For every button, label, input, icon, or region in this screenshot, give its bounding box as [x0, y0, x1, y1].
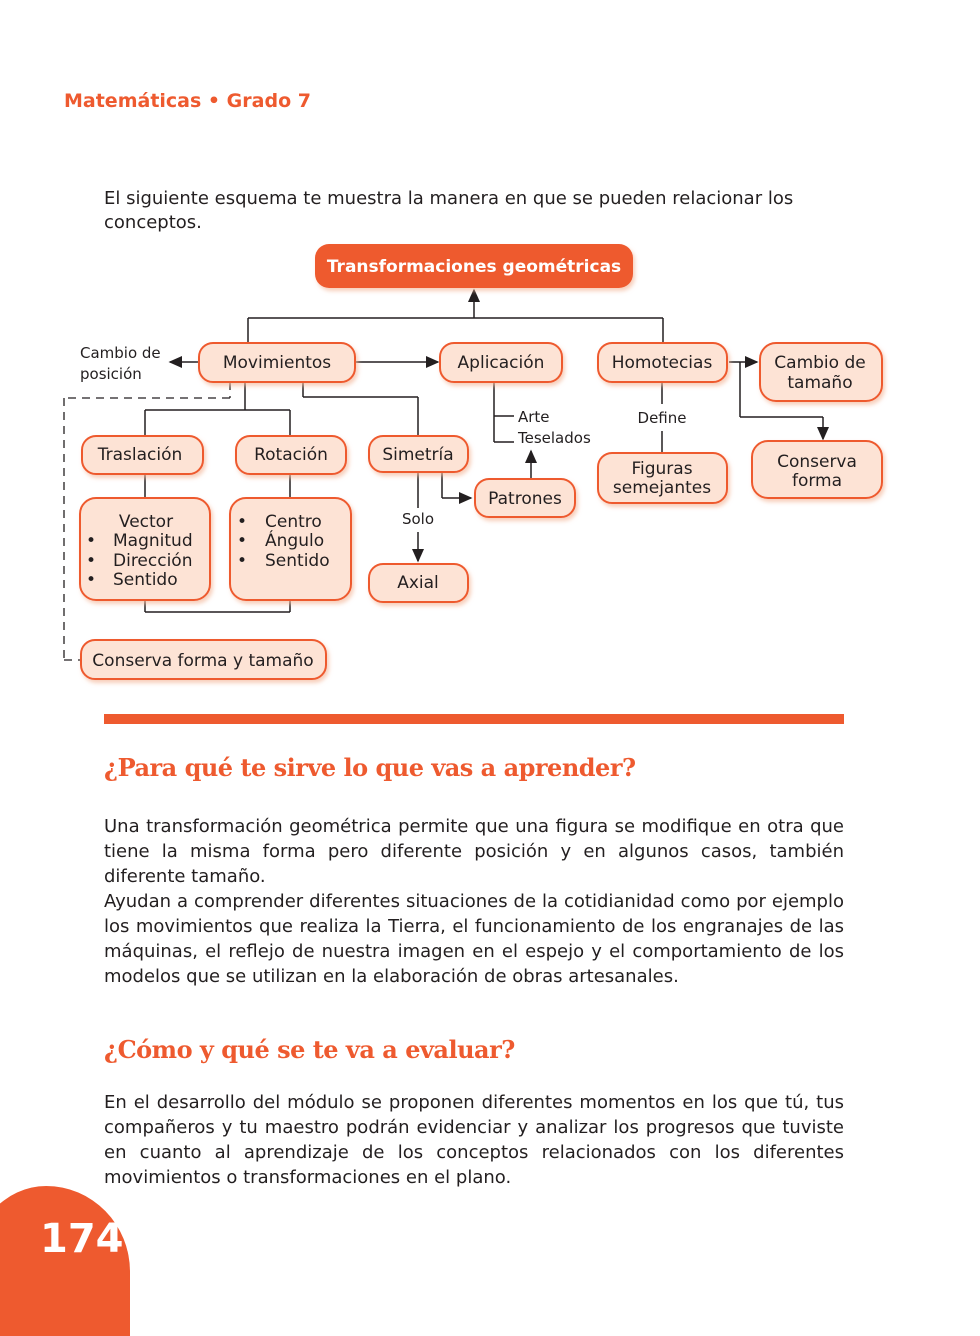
svg-text:Movimientos: Movimientos — [222, 353, 332, 373]
svg-text:Centro: Centro — [265, 512, 322, 532]
svg-text:•: • — [237, 531, 248, 551]
section-divider — [104, 714, 844, 724]
svg-text:Sentido: Sentido — [113, 570, 178, 590]
node-figuras-semejantes — [598, 453, 727, 503]
node-conserva-forma-tamano — [81, 640, 326, 679]
node-root-label: Transformaciones geométricas — [326, 257, 622, 277]
svg-text:Cambio de: Cambio de — [774, 353, 866, 373]
node-rotacion — [236, 436, 346, 474]
page-number: 174 — [40, 1216, 124, 1262]
label-solo: Solo — [401, 510, 435, 528]
section1-paragraph-1: Una transformación geométrica permite que una figura se modifique en otra que tiene la misma forma pero diferente posición y en algunos casos, también diferente tamaño. — [104, 816, 844, 887]
node-simetria — [369, 436, 468, 472]
svg-text:tamaño: tamaño — [787, 373, 853, 393]
intro-text: El siguiente esquema te muestra la manera en que se pueden relacionar los conceptos. — [104, 188, 794, 233]
svg-text:•: • — [237, 512, 248, 532]
svg-text:Conserva: Conserva — [777, 452, 857, 472]
label-define: Define — [637, 409, 687, 427]
section2-heading: ¿Cómo y qué se te va a evaluar? — [104, 1035, 515, 1064]
label-cambio-de: Cambio de — [80, 344, 161, 362]
svg-text:Figuras: Figuras — [631, 459, 693, 479]
node-movimientos — [199, 343, 355, 382]
svg-text:•: • — [86, 551, 97, 571]
svg-text:Simetría: Simetría — [382, 445, 454, 465]
svg-text:Aplicación: Aplicación — [457, 353, 545, 373]
node-cambio-tamano — [760, 343, 882, 401]
svg-text:Rotación: Rotación — [254, 445, 328, 465]
svg-text:•: • — [86, 570, 97, 590]
section1-heading: ¿Para qué te sirve lo que vas a aprender? — [104, 753, 636, 782]
svg-text:Sentido: Sentido — [265, 551, 330, 571]
svg-text:Traslación: Traslación — [97, 445, 183, 465]
svg-text:Axial: Axial — [397, 573, 439, 593]
section2-paragraph-1: En el desarrollo del módulo se proponen diferentes momentos en los que tú, tus compañeros y tu maestro podrán evidenciar y analizar los progresos que tuviste en cuanto al aprendizaje de los conceptos relacionados con los diferentes movimientos o transformaciones en el plano. — [104, 1092, 844, 1188]
svg-text:•: • — [86, 531, 97, 551]
label-arte: Arte — [518, 408, 550, 426]
label-posicion: posición — [80, 365, 142, 383]
node-axial — [369, 564, 468, 602]
node-conserva-forma — [752, 441, 882, 498]
running-header: Matemáticas • Grado 7 — [64, 90, 311, 112]
label-teselados: Teselados — [518, 429, 591, 447]
node-centro — [230, 498, 351, 600]
svg-text:Dirección: Dirección — [113, 551, 193, 571]
svg-text:Ángulo: Ángulo — [265, 531, 325, 551]
svg-text:•: • — [237, 551, 248, 571]
node-traslacion — [82, 436, 203, 474]
svg-text:Patrones: Patrones — [488, 489, 562, 509]
svg-text:Homotecias: Homotecias — [611, 353, 713, 373]
svg-text:semejantes: semejantes — [612, 478, 712, 498]
section1-paragraph-2: Ayudan a comprender diferentes situaciones de la cotidianidad como por ejemplo los movimientos que realiza la Tierra, el funcionamiento de los engranajes de las máquinas, el reflejo de nuestra imagen en el espejo y el comportamiento de los modelos que se utilizan en la elaboración de obras artesanales. — [104, 891, 844, 987]
node-aplicacion — [440, 343, 562, 382]
svg-text:forma: forma — [791, 471, 843, 491]
svg-text:Vector: Vector — [118, 512, 174, 532]
node-patrones — [475, 479, 575, 517]
node-vector — [80, 498, 210, 600]
node-homotecias — [598, 343, 727, 382]
svg-text:Conserva forma y tamaño: Conserva forma y tamaño — [92, 651, 314, 671]
node-root — [315, 244, 633, 288]
svg-text:Magnitud: Magnitud — [113, 531, 193, 551]
